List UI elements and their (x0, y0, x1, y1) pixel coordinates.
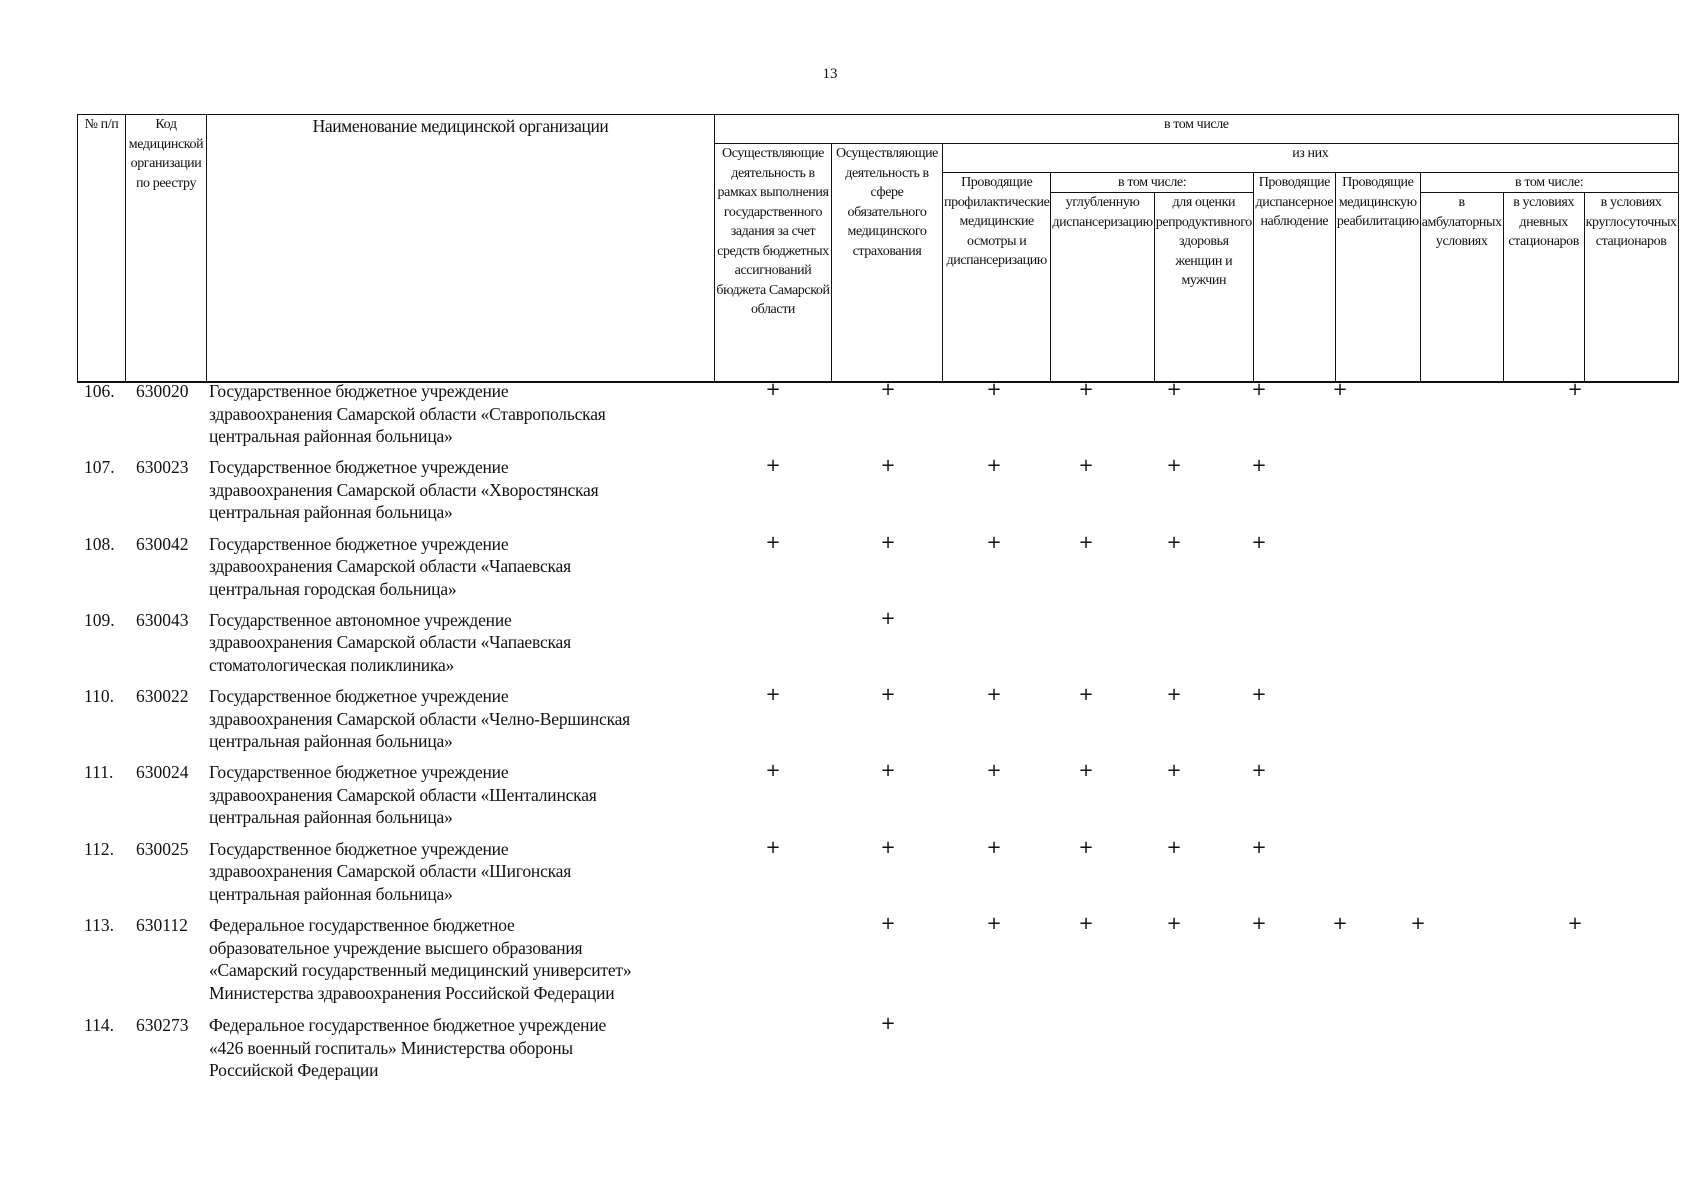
header-including-3: в том числе: (1420, 173, 1678, 193)
row-number: 114. (84, 1015, 114, 1036)
row-org-name-line: здравоохранения Самарской области «Ставропольская (209, 403, 606, 424)
plus-mark: + (1078, 455, 1094, 477)
row-org-name-line: здравоохранения Самарской области «Челно-Вершинская (209, 708, 631, 729)
row-code: 630042 (136, 533, 189, 554)
header-round-hospital: в условиях круглосуточных стационаров (1584, 193, 1678, 382)
row-org-name-line: Государственное автономное учреждение (209, 609, 512, 630)
row-number: 108. (84, 533, 115, 554)
row-org-name-line: Государственное бюджетное учреждение (209, 762, 509, 783)
row-org-name-line: Федеральное государственное бюджетное учреждение (209, 1015, 607, 1036)
header-rehab: Проводящие медицинскую реабилитацию (1335, 173, 1420, 382)
row-org-name-line: центральная районная больница» (209, 502, 453, 523)
table-row (0, 1014, 1697, 1090)
plus-mark: + (880, 684, 896, 706)
plus-mark: + (1410, 913, 1426, 935)
header-preventive: Проводящие профилактические медицинские осмотры и диспансеризацию (943, 173, 1051, 382)
row-org-name-line: «Самарский государственный медицинский университет» (209, 960, 632, 981)
row-code: 630112 (136, 915, 188, 936)
plus-mark: + (765, 684, 781, 706)
plus-mark: + (1251, 455, 1267, 477)
row-org-name (209, 838, 719, 906)
plus-mark: + (880, 531, 896, 553)
plus-mark: + (765, 531, 781, 553)
table-row (0, 380, 1697, 456)
row-org-name (209, 609, 719, 677)
header-org-name: Наименование медицинской организации (207, 115, 715, 382)
row-org-name-line: Государственное бюджетное учреждение (209, 457, 509, 478)
table-header (77, 114, 1679, 383)
table-row (0, 609, 1697, 685)
header-including: в том числе (715, 115, 1679, 144)
header-dispensary: Проводящие диспансерное наблюдение (1253, 173, 1335, 382)
header-ambulatory: в амбулаторных условиях (1420, 193, 1503, 382)
row-org-name-line: Государственное бюджетное учреждение (209, 533, 509, 554)
plus-mark: + (765, 836, 781, 858)
plus-mark: + (765, 455, 781, 477)
plus-mark: + (1332, 913, 1348, 935)
header-day-hospital: в условиях дневных стационаров (1503, 193, 1584, 382)
row-code: 630043 (136, 609, 189, 630)
row-org-name-line: центральная городская больница» (209, 578, 457, 599)
row-org-name (209, 761, 719, 829)
plus-mark: + (880, 836, 896, 858)
table-row (0, 685, 1697, 761)
row-org-name (209, 533, 719, 601)
header-code: Код медицинской организации по реестру (126, 115, 207, 382)
plus-mark: + (1251, 913, 1267, 935)
table-row (0, 838, 1697, 914)
row-org-name-line: центральная районная больница» (209, 883, 453, 904)
header-number: № п/п (78, 115, 126, 382)
plus-mark: + (1251, 684, 1267, 706)
plus-mark: + (880, 913, 896, 935)
row-org-name-line: центральная районная больница» (209, 807, 453, 828)
row-org-name-line: центральная районная больница» (209, 731, 453, 752)
row-number: 107. (84, 457, 115, 478)
row-org-name (209, 685, 719, 753)
plus-mark: + (986, 531, 1002, 553)
plus-mark: + (986, 760, 1002, 782)
header-oms: Осуществляющие деятельность в сфере обязательного медицинского страхования (832, 144, 943, 382)
row-org-name-line: Министерства здравоохранения Российской Федерации (209, 982, 615, 1003)
row-org-name-line: Федеральное государственное бюджетное (209, 915, 515, 936)
row-number: 110. (84, 686, 114, 707)
plus-mark: + (1251, 379, 1267, 400)
row-org-name-line: Государственное бюджетное учреждение (209, 381, 509, 401)
plus-mark: + (1251, 836, 1267, 858)
plus-mark: + (986, 379, 1002, 400)
plus-mark: + (986, 836, 1002, 858)
plus-mark: + (1251, 531, 1267, 553)
plus-mark: + (880, 760, 896, 782)
row-org-name (209, 456, 719, 524)
row-code: 630025 (136, 838, 189, 859)
row-number: 106. (84, 381, 115, 401)
plus-mark: + (880, 379, 896, 400)
table-body (0, 380, 1697, 1090)
plus-mark: + (880, 1013, 896, 1035)
plus-mark: + (1078, 913, 1094, 935)
header-including-2: в том числе: (1051, 173, 1253, 193)
row-code: 630022 (136, 686, 189, 707)
plus-mark: + (1166, 836, 1182, 858)
plus-mark: + (880, 455, 896, 477)
table-row (0, 761, 1697, 837)
header-deep: углубленную диспансеризацию (1051, 193, 1154, 382)
row-number: 112. (84, 838, 114, 859)
plus-mark: + (1166, 760, 1182, 782)
row-code: 630023 (136, 457, 189, 478)
plus-mark: + (1567, 913, 1583, 935)
page-number: 13 (822, 66, 838, 82)
plus-mark: + (1166, 379, 1182, 400)
row-org-name (209, 380, 719, 448)
plus-mark: + (880, 607, 896, 629)
row-org-name (209, 914, 719, 1004)
plus-mark: + (1078, 684, 1094, 706)
plus-mark: + (1078, 531, 1094, 553)
row-org-name-line: центральная районная больница» (209, 426, 453, 446)
plus-mark: + (986, 684, 1002, 706)
plus-mark: + (765, 760, 781, 782)
table-row (0, 456, 1697, 532)
plus-mark: + (1166, 684, 1182, 706)
row-org-name-line: здравоохранения Самарской области «Хворостянская (209, 479, 599, 500)
plus-mark: + (1078, 836, 1094, 858)
plus-mark: + (986, 913, 1002, 935)
row-org-name-line: Государственное бюджетное учреждение (209, 838, 509, 859)
row-org-name-line: здравоохранения Самарской области «Шигонская (209, 861, 572, 882)
plus-mark: + (1567, 379, 1583, 400)
plus-mark: + (1251, 760, 1267, 782)
row-org-name-line: здравоохранения Самарской области «Чапаевская (209, 632, 571, 653)
row-org-name (209, 1014, 719, 1082)
table-row (0, 914, 1697, 1014)
row-number: 109. (84, 609, 115, 630)
row-code: 630020 (136, 381, 189, 401)
row-code: 630273 (136, 1015, 189, 1036)
row-org-name-line: Российской Федерации (209, 1060, 379, 1081)
plus-mark: + (1078, 379, 1094, 400)
header-repro: для оценки репродуктивного здоровья женщин и мужчин (1154, 193, 1253, 382)
row-number: 111. (84, 762, 114, 783)
row-code: 630024 (136, 762, 189, 783)
plus-mark: + (1166, 531, 1182, 553)
table-row (0, 533, 1697, 609)
plus-mark: + (765, 379, 781, 400)
row-org-name-line: здравоохранения Самарской области «Шенталинская (209, 784, 597, 805)
row-org-name-line: «426 военный госпиталь» Министерства обороны (209, 1037, 573, 1058)
plus-mark: + (1166, 455, 1182, 477)
row-org-name-line: Государственное бюджетное учреждение (209, 686, 509, 707)
header-state-task: Осуществляющие деятельность в рамках выполнения государственного задания за счет средств бюджетных ассигнований бюджета Самарской области (715, 144, 832, 382)
plus-mark: + (986, 455, 1002, 477)
plus-mark: + (1078, 760, 1094, 782)
header-of-them: из них (943, 144, 1679, 173)
row-org-name-line: здравоохранения Самарской области «Чапаевская (209, 556, 571, 577)
row-org-name-line: стоматологическая поликлиника» (209, 654, 455, 675)
row-number: 113. (84, 915, 114, 936)
row-org-name-line: образовательное учреждение высшего образования (209, 937, 583, 958)
plus-mark: + (1166, 913, 1182, 935)
plus-mark: + (1332, 379, 1348, 400)
